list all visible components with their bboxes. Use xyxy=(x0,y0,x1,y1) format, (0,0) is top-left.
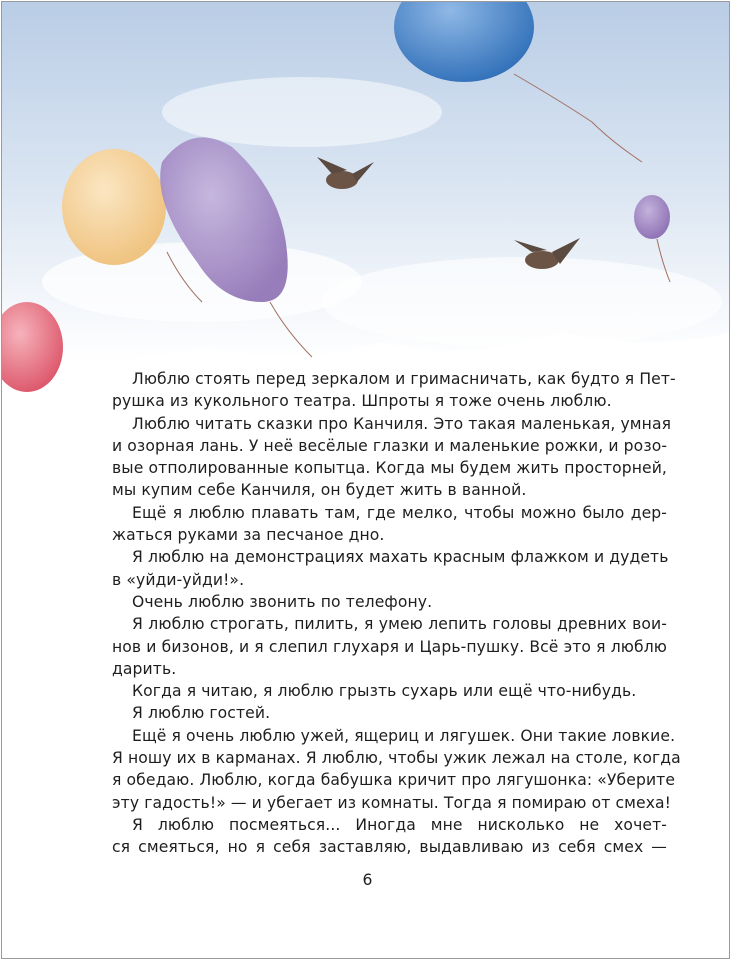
text-line: Я люблю строгать, пилить, я умею лепить головы древних вои- xyxy=(132,615,667,634)
text-line: эту гадость!» — и убегает из комнаты. Тогда я помираю от смеха! xyxy=(112,793,672,812)
text-line: мы купим себе Канчиля, он будет жить в ванной. xyxy=(112,481,527,500)
text-line: Ещё я очень люблю ужей, ящериц и лягушек. Они такие ловкие. xyxy=(132,726,676,745)
text-line: Я ношу их в карманах. Я люблю, чтобы ужик лежал на столе, когда xyxy=(112,749,681,768)
text-line: Очень люблю звонить по телефону. xyxy=(132,592,433,611)
page-number: 6 xyxy=(362,871,373,889)
text-line: дарить. xyxy=(112,659,177,678)
text-line: нов и бизонов, и я слепил глухаря и Царь-пушку. Всё это я люблю xyxy=(112,637,667,656)
text-line: я обедаю. Люблю, когда бабушка кричит про лягушонка: «Уберите xyxy=(112,771,676,790)
story-text xyxy=(112,368,681,859)
text-line: Ещё я люблю плавать там, где мелко, чтобы можно было дер- xyxy=(132,503,667,522)
text-line: в «уйди-уйди!». xyxy=(112,570,245,589)
text-line: ся смеяться, но я себя заставляю, выдавливаю из себя смех — xyxy=(112,838,667,857)
text-line: Люблю стоять перед зеркалом и гримасничать, как будто я Пет- xyxy=(132,370,676,388)
text-line: вые отполированные копытца. Когда мы будем жить просторней, xyxy=(112,459,667,478)
text-line: Я люблю посмеяться... Иногда мне нисколько не хочет- xyxy=(132,815,667,834)
text-line: Я люблю гостей. xyxy=(132,704,271,723)
illustration-sky-balloons xyxy=(2,2,730,422)
text-line: Когда я читаю, я люблю грызть сухарь или ещё что-нибудь. xyxy=(132,682,637,701)
text-line: рушка из кукольного театра. Шпроты я тоже очень люблю. xyxy=(112,392,612,411)
text-line: Я люблю на демонстрациях махать красным флажком и дудеть xyxy=(132,548,669,567)
text-line: и озорная лань. У неё весёлые глазки и маленькие рожки, и розо- xyxy=(112,436,668,455)
book-page xyxy=(1,1,730,959)
text-line: жаться руками за песчаное дно. xyxy=(112,526,385,545)
text-line: Люблю читать сказки про Канчиля. Это такая маленькая, умная xyxy=(132,414,672,433)
